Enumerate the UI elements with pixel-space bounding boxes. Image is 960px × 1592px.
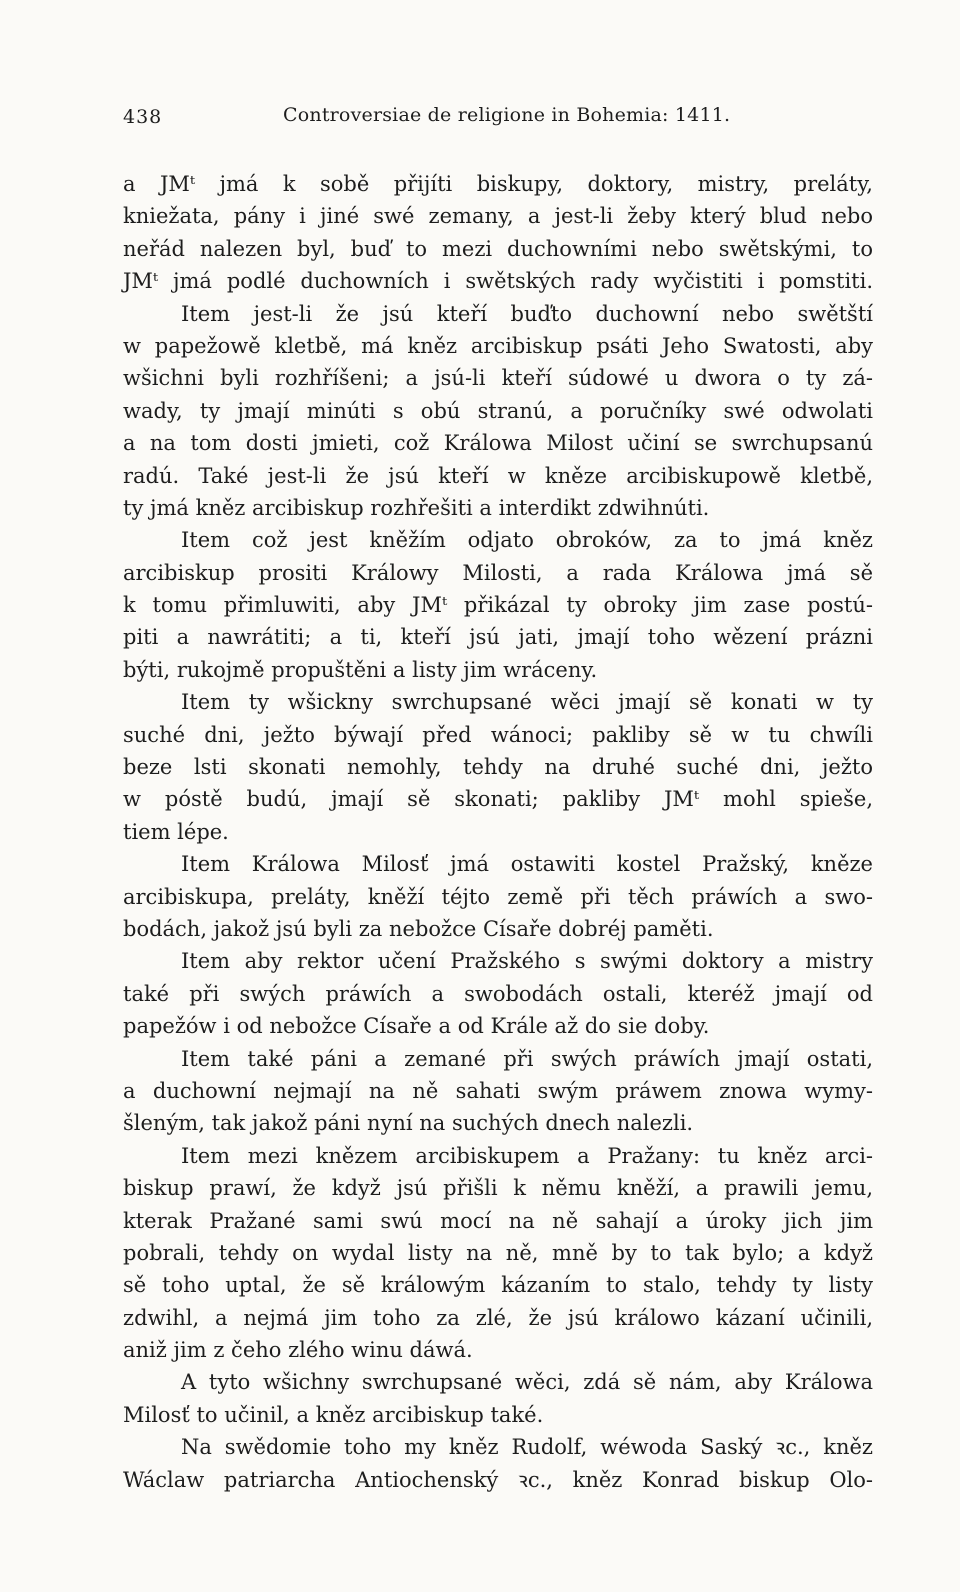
text-line: Item také páni a zemané při swých práwích jmají ostati,: [181, 1046, 873, 1071]
running-head: Controversiae de religione in Bohemia: 1411.: [283, 104, 731, 126]
text-line: šleným, tak jakož páni nyní na suchých dnech nalezli.: [123, 1111, 694, 1136]
text-line: kniežata, pány i jiné swé zemany, a jest-li žeby který blud nebo: [123, 204, 873, 229]
text-line: wady, ty jmají minúti s obú stranú, a poručníky swé odwolati: [123, 398, 873, 423]
text-line: Na swědomie toho my kněz Rudolf, wéwoda Saský ꝛc., kněz: [181, 1435, 873, 1460]
text-line: w papežowě kletbě, má kněz arcibiskup psáti Jeho Swatosti, aby: [123, 333, 873, 358]
text-line: piti a nawrátiti; a ti, kteří jsú jati, jmají toho wězení prázni: [123, 625, 873, 650]
text-line: zdwihl, a nejmá jim toho za zlé, že jsú králowo kázaní učinili,: [123, 1305, 873, 1330]
text-line: a na tom dosti jmieti, což Králowa Milost učiní se swrchupsanú: [123, 431, 873, 456]
text-line: bodách, jakož jsú byli za nebožce Císaře dobréj paměti.: [123, 916, 714, 941]
text-line: arcibiskup prositi Králowy Milosti, a rada Králowa jmá sě: [123, 560, 873, 585]
text-line: JMᵗ jmá podlé duchowních i swětských rady wyčistiti i pomstiti.: [123, 269, 873, 294]
body-text: [123, 168, 873, 1496]
text-line: A tyto wšichny swrchupsané wěci, zdá sě nám, aby Králowa: [181, 1370, 873, 1395]
text-line: Item Králowa Milosť jmá ostawiti kostel Pražský, kněze: [181, 852, 873, 877]
text-line: býti, rukojmě propuštěni a listy jim wráceny.: [123, 657, 598, 682]
text-line: Item což jest kněžím odjato obroków, za to jmá kněz: [181, 528, 873, 553]
text-line: Wáclaw patriarcha Antiochenský ꝛc., kněz Konrad biskup Olo-: [123, 1467, 873, 1492]
text-line: suché dni, ježto býwají před wánoci; pakliby sě w tu chwíli: [123, 722, 873, 747]
text-line: ty jmá kněz arcibiskup rozhřešiti a interdikt zdwihnúti.: [123, 495, 710, 520]
text-line: Item mezi knězem arcibiskupem a Pražany: tu kněz arci-: [181, 1143, 873, 1168]
text-line: také při swých práwích a swobodách ostali, kteréž jmají od: [123, 981, 873, 1006]
text-line: neřád nalezen byl, buď to mezi duchowními nebo swětskými, to: [123, 236, 873, 261]
text-line: k tomu přimluwiti, aby JMᵗ přikázal ty obroky jim zase postú-: [123, 593, 873, 618]
text-line: Item aby rektor učení Pražského s swými doktory a mistry: [181, 949, 873, 974]
text-line: a duchowní nejmají na ně sahati swým práwem znowa wymy-: [123, 1078, 873, 1103]
text-line: Item ty wšickny swrchupsané wěci jmají sě konati w ty: [181, 690, 873, 715]
text-line: wšichni byli rozhříšeni; a jsú-li kteří súdowé u dwora o ty zá-: [123, 366, 873, 391]
text-line: sě toho uptal, že sě králowým kázaním to stalo, tehdy ty listy: [123, 1273, 873, 1298]
text-line: radú. Také jest-li že jsú kteří w kněze arcibiskupowě kletbě,: [123, 463, 873, 488]
text-line: biskup prawí, že když jsú přišli k němu kněží, a prawili jemu,: [123, 1176, 873, 1201]
text-line: arcibiskupa, preláty, kněží téjto země při těch práwích a swo-: [123, 884, 873, 909]
text-line: Item jest-li že jsú kteří buďto duchowní nebo swětští: [181, 301, 873, 326]
page-number: 438: [123, 106, 163, 128]
text-line: tiem lépe.: [123, 819, 229, 844]
page-header: [123, 100, 763, 136]
text-line: papežów i od nebožce Císaře a od Krále až do sie doby.: [123, 1014, 710, 1039]
text-line: aniž jim z čeho zlého winu dáwá.: [123, 1338, 473, 1363]
text-line: w póstě budú, jmají sě skonati; pakliby JMᵗ mohl spieše,: [123, 787, 873, 812]
text-line: beze lsti skonati nemohly, tehdy na druhé suché dni, ježto: [123, 755, 873, 780]
text-line: kterak Pražané sami swú mocí na ně sahají a úroky jich jim: [123, 1208, 873, 1233]
text-line: a JMᵗ jmá k sobě přijíti biskupy, doktory, mistry, preláty,: [123, 172, 873, 196]
text-line: pobrali, tehdy on wydal listy na ně, mně by to tak bylo; a když: [123, 1240, 873, 1265]
text-line: Milosť to učinil, a kněz arcibiskup také.: [123, 1402, 544, 1427]
